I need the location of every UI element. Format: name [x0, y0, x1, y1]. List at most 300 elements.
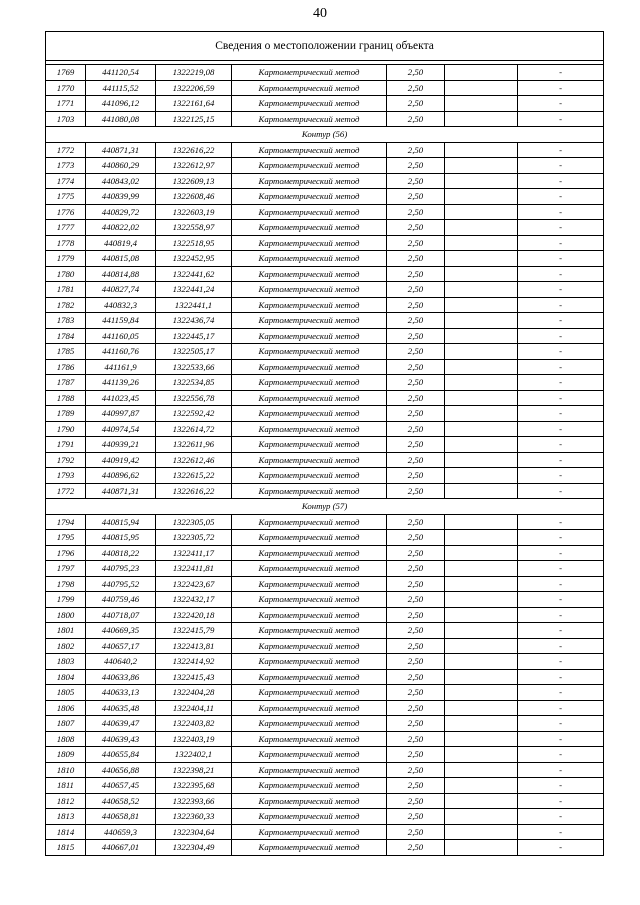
y-coordinate: 1322413,81 — [156, 638, 232, 654]
x-coordinate: 440635,48 — [86, 700, 156, 716]
point-number: 1804 — [46, 669, 86, 685]
empty-cell — [445, 189, 518, 205]
table-row — [46, 747, 604, 763]
table-row — [46, 111, 604, 127]
point-number: 1779 — [46, 251, 86, 267]
empty-cell — [445, 142, 518, 158]
y-coordinate: 1322423,67 — [156, 576, 232, 592]
accuracy: 2,50 — [387, 266, 445, 282]
empty-cell — [445, 421, 518, 437]
description: - — [518, 235, 604, 251]
y-coordinate: 1322611,96 — [156, 437, 232, 453]
y-coordinate: 1322395,68 — [156, 778, 232, 794]
x-coordinate: 440640,2 — [86, 654, 156, 670]
table-row — [46, 468, 604, 484]
empty-cell — [445, 328, 518, 344]
table-row — [46, 716, 604, 732]
accuracy: 2,50 — [387, 80, 445, 96]
x-coordinate: 440815,08 — [86, 251, 156, 267]
point-number: 1773 — [46, 158, 86, 174]
y-coordinate: 1322414,92 — [156, 654, 232, 670]
table-row — [46, 824, 604, 840]
accuracy: 2,50 — [387, 576, 445, 592]
method: Картометрический метод — [232, 158, 387, 174]
table-row — [46, 328, 604, 344]
x-coordinate: 440633,86 — [86, 669, 156, 685]
x-coordinate: 440815,95 — [86, 530, 156, 546]
x-coordinate: 440997,87 — [86, 406, 156, 422]
table-row — [46, 235, 604, 251]
description: - — [518, 762, 604, 778]
y-coordinate: 1322534,85 — [156, 375, 232, 391]
description: - — [518, 390, 604, 406]
point-number: 1812 — [46, 793, 86, 809]
table-row — [46, 158, 604, 174]
point-number: 1785 — [46, 344, 86, 360]
x-coordinate: 440658,81 — [86, 809, 156, 825]
description: - — [518, 545, 604, 561]
description: - — [518, 142, 604, 158]
y-coordinate: 1322360,33 — [156, 809, 232, 825]
x-coordinate: 440795,52 — [86, 576, 156, 592]
x-coordinate: 441115,52 — [86, 80, 156, 96]
method: Картометрический метод — [232, 607, 387, 623]
boundary-coordinates-table — [45, 31, 604, 856]
description: - — [518, 406, 604, 422]
empty-cell — [445, 437, 518, 453]
table-row — [46, 437, 604, 453]
y-coordinate: 1322445,17 — [156, 328, 232, 344]
point-number: 1769 — [46, 65, 86, 81]
x-coordinate: 440669,35 — [86, 623, 156, 639]
x-coordinate: 440659,3 — [86, 824, 156, 840]
accuracy: 2,50 — [387, 189, 445, 205]
point-number: 1778 — [46, 235, 86, 251]
contour-header-row — [46, 127, 604, 143]
description: - — [518, 638, 604, 654]
accuracy: 2,50 — [387, 654, 445, 670]
y-coordinate: 1322441,1 — [156, 297, 232, 313]
accuracy: 2,50 — [387, 778, 445, 794]
contour-label: Контур (56) — [46, 127, 604, 143]
method: Картометрический метод — [232, 514, 387, 530]
point-number: 1781 — [46, 282, 86, 298]
y-coordinate: 1322161,64 — [156, 96, 232, 112]
empty-cell — [445, 638, 518, 654]
x-coordinate: 440658,52 — [86, 793, 156, 809]
method: Картометрический метод — [232, 80, 387, 96]
table-row — [46, 778, 604, 794]
table-row — [46, 189, 604, 205]
method: Картометрический метод — [232, 437, 387, 453]
table-title-row — [46, 32, 604, 61]
method: Картометрический метод — [232, 824, 387, 840]
point-number: 1813 — [46, 809, 86, 825]
x-coordinate: 440639,47 — [86, 716, 156, 732]
empty-cell — [445, 235, 518, 251]
x-coordinate: 440814,88 — [86, 266, 156, 282]
table-row — [46, 840, 604, 856]
x-coordinate: 440832,3 — [86, 297, 156, 313]
accuracy: 2,50 — [387, 483, 445, 499]
y-coordinate: 1322616,22 — [156, 483, 232, 499]
y-coordinate: 1322452,95 — [156, 251, 232, 267]
point-number: 1784 — [46, 328, 86, 344]
empty-cell — [445, 173, 518, 189]
table-body — [46, 32, 604, 856]
description: - — [518, 468, 604, 484]
x-coordinate: 440974,54 — [86, 421, 156, 437]
x-coordinate: 440896,62 — [86, 468, 156, 484]
method: Картометрический метод — [232, 592, 387, 608]
point-number: 1806 — [46, 700, 86, 716]
empty-cell — [445, 747, 518, 763]
empty-cell — [445, 731, 518, 747]
description: - — [518, 297, 604, 313]
description: - — [518, 282, 604, 298]
method: Картометрический метод — [232, 561, 387, 577]
table-row — [46, 80, 604, 96]
point-number: 1810 — [46, 762, 86, 778]
method: Картометрический метод — [232, 359, 387, 375]
point-number: 1798 — [46, 576, 86, 592]
description: - — [518, 65, 604, 81]
point-number: 1703 — [46, 111, 86, 127]
y-coordinate: 1322556,78 — [156, 390, 232, 406]
x-coordinate: 440819,4 — [86, 235, 156, 251]
y-coordinate: 1322603,19 — [156, 204, 232, 220]
x-coordinate: 440656,88 — [86, 762, 156, 778]
table-row — [46, 297, 604, 313]
description: - — [518, 778, 604, 794]
y-coordinate: 1322403,19 — [156, 731, 232, 747]
description: - — [518, 111, 604, 127]
x-coordinate: 441023,45 — [86, 390, 156, 406]
point-number: 1797 — [46, 561, 86, 577]
description: - — [518, 685, 604, 701]
accuracy: 2,50 — [387, 809, 445, 825]
accuracy: 2,50 — [387, 747, 445, 763]
method: Картометрический метод — [232, 530, 387, 546]
description: - — [518, 623, 604, 639]
empty-cell — [445, 716, 518, 732]
x-coordinate: 441159,84 — [86, 313, 156, 329]
table-row — [46, 266, 604, 282]
accuracy: 2,50 — [387, 282, 445, 298]
x-coordinate: 441120,54 — [86, 65, 156, 81]
description: - — [518, 344, 604, 360]
description: - — [518, 747, 604, 763]
description: - — [518, 251, 604, 267]
method: Картометрический метод — [232, 111, 387, 127]
point-number: 1814 — [46, 824, 86, 840]
description: - — [518, 793, 604, 809]
x-coordinate: 440919,42 — [86, 452, 156, 468]
description: - — [518, 530, 604, 546]
empty-cell — [445, 592, 518, 608]
description: - — [518, 266, 604, 282]
y-coordinate: 1322402,1 — [156, 747, 232, 763]
point-number: 1777 — [46, 220, 86, 236]
empty-cell — [445, 359, 518, 375]
y-coordinate: 1322615,22 — [156, 468, 232, 484]
description: - — [518, 731, 604, 747]
point-number: 1774 — [46, 173, 86, 189]
y-coordinate: 1322432,17 — [156, 592, 232, 608]
description: - — [518, 809, 604, 825]
empty-cell — [445, 561, 518, 577]
x-coordinate: 440827,74 — [86, 282, 156, 298]
accuracy: 2,50 — [387, 390, 445, 406]
x-coordinate: 440839,99 — [86, 189, 156, 205]
x-coordinate: 440718,07 — [86, 607, 156, 623]
x-coordinate: 440843,02 — [86, 173, 156, 189]
point-number: 1795 — [46, 530, 86, 546]
point-number: 1791 — [46, 437, 86, 453]
point-number: 1796 — [46, 545, 86, 561]
empty-cell — [445, 111, 518, 127]
method: Картометрический метод — [232, 731, 387, 747]
y-coordinate: 1322608,46 — [156, 189, 232, 205]
empty-cell — [445, 514, 518, 530]
x-coordinate: 441080,08 — [86, 111, 156, 127]
contour-label: Контур (57) — [46, 499, 604, 515]
accuracy: 2,50 — [387, 235, 445, 251]
method: Картометрический метод — [232, 483, 387, 499]
table-row — [46, 762, 604, 778]
table-row — [46, 561, 604, 577]
accuracy: 2,50 — [387, 638, 445, 654]
x-coordinate: 440759,46 — [86, 592, 156, 608]
y-coordinate: 1322305,05 — [156, 514, 232, 530]
point-number: 1811 — [46, 778, 86, 794]
method: Картометрический метод — [232, 297, 387, 313]
table-row — [46, 607, 604, 623]
y-coordinate: 1322393,66 — [156, 793, 232, 809]
method: Картометрический метод — [232, 220, 387, 236]
y-coordinate: 1322436,74 — [156, 313, 232, 329]
method: Картометрический метод — [232, 638, 387, 654]
y-coordinate: 1322125,15 — [156, 111, 232, 127]
description: - — [518, 669, 604, 685]
table-row — [46, 623, 604, 639]
empty-cell — [445, 468, 518, 484]
description: - — [518, 158, 604, 174]
empty-cell — [445, 375, 518, 391]
point-number: 1793 — [46, 468, 86, 484]
x-coordinate: 440871,31 — [86, 142, 156, 158]
y-coordinate: 1322614,72 — [156, 421, 232, 437]
description: - — [518, 716, 604, 732]
description: - — [518, 452, 604, 468]
y-coordinate: 1322411,81 — [156, 561, 232, 577]
accuracy: 2,50 — [387, 561, 445, 577]
table-row — [46, 638, 604, 654]
accuracy: 2,50 — [387, 545, 445, 561]
empty-cell — [445, 545, 518, 561]
point-number: 1770 — [46, 80, 86, 96]
table-row — [46, 344, 604, 360]
y-coordinate: 1322404,28 — [156, 685, 232, 701]
method: Картометрический метод — [232, 173, 387, 189]
point-number: 1802 — [46, 638, 86, 654]
accuracy: 2,50 — [387, 607, 445, 623]
table-row — [46, 592, 604, 608]
empty-cell — [445, 669, 518, 685]
table-row — [46, 282, 604, 298]
accuracy: 2,50 — [387, 375, 445, 391]
description: - — [518, 421, 604, 437]
empty-cell — [445, 266, 518, 282]
point-number: 1799 — [46, 592, 86, 608]
table-row — [46, 390, 604, 406]
empty-cell — [445, 824, 518, 840]
method: Картометрический метод — [232, 793, 387, 809]
y-coordinate: 1322219,08 — [156, 65, 232, 81]
point-number: 1775 — [46, 189, 86, 205]
x-coordinate: 441139,26 — [86, 375, 156, 391]
x-coordinate: 440815,94 — [86, 514, 156, 530]
x-coordinate: 440657,45 — [86, 778, 156, 794]
point-number: 1809 — [46, 747, 86, 763]
method: Картометрический метод — [232, 840, 387, 856]
description: - — [518, 483, 604, 499]
method: Картометрический метод — [232, 251, 387, 267]
accuracy: 2,50 — [387, 65, 445, 81]
description: - — [518, 824, 604, 840]
table-row — [46, 421, 604, 437]
description: - — [518, 592, 604, 608]
point-number: 1792 — [46, 452, 86, 468]
method: Картометрический метод — [232, 762, 387, 778]
point-number: 1794 — [46, 514, 86, 530]
y-coordinate: 1322592,42 — [156, 406, 232, 422]
table-row — [46, 313, 604, 329]
x-coordinate: 441096,12 — [86, 96, 156, 112]
y-coordinate: 1322558,97 — [156, 220, 232, 236]
method: Картометрический метод — [232, 747, 387, 763]
empty-cell — [445, 607, 518, 623]
description: - — [518, 607, 604, 623]
empty-cell — [445, 96, 518, 112]
accuracy: 2,50 — [387, 251, 445, 267]
description: - — [518, 561, 604, 577]
x-coordinate: 440633,13 — [86, 685, 156, 701]
method: Картометрический метод — [232, 669, 387, 685]
description: - — [518, 700, 604, 716]
accuracy: 2,50 — [387, 220, 445, 236]
point-number: 1808 — [46, 731, 86, 747]
table-row — [46, 654, 604, 670]
method: Картометрический метод — [232, 204, 387, 220]
method: Картометрический метод — [232, 778, 387, 794]
accuracy: 2,50 — [387, 297, 445, 313]
accuracy: 2,50 — [387, 700, 445, 716]
accuracy: 2,50 — [387, 204, 445, 220]
empty-cell — [445, 344, 518, 360]
description: - — [518, 80, 604, 96]
x-coordinate: 441160,05 — [86, 328, 156, 344]
point-number: 1800 — [46, 607, 86, 623]
accuracy: 2,50 — [387, 328, 445, 344]
table-row — [46, 669, 604, 685]
x-coordinate: 440795,23 — [86, 561, 156, 577]
method: Картометрический метод — [232, 654, 387, 670]
x-coordinate: 440657,17 — [86, 638, 156, 654]
method: Картометрический метод — [232, 142, 387, 158]
method: Картометрический метод — [232, 328, 387, 344]
table-row — [46, 514, 604, 530]
y-coordinate: 1322612,46 — [156, 452, 232, 468]
y-coordinate: 1322505,17 — [156, 344, 232, 360]
method: Картометрический метод — [232, 716, 387, 732]
x-coordinate: 440860,29 — [86, 158, 156, 174]
description: - — [518, 173, 604, 189]
accuracy: 2,50 — [387, 359, 445, 375]
accuracy: 2,50 — [387, 514, 445, 530]
empty-cell — [445, 406, 518, 422]
point-number: 1772 — [46, 483, 86, 499]
table-row — [46, 359, 604, 375]
point-number: 1788 — [46, 390, 86, 406]
method: Картометрический метод — [232, 313, 387, 329]
table-title: Сведения о местоположении границ объекта — [46, 32, 604, 61]
empty-cell — [445, 204, 518, 220]
accuracy: 2,50 — [387, 158, 445, 174]
description: - — [518, 576, 604, 592]
empty-cell — [445, 158, 518, 174]
point-number: 1780 — [46, 266, 86, 282]
y-coordinate: 1322404,11 — [156, 700, 232, 716]
empty-cell — [445, 220, 518, 236]
description: - — [518, 514, 604, 530]
method: Картометрический метод — [232, 406, 387, 422]
table-row — [46, 700, 604, 716]
method: Картометрический метод — [232, 282, 387, 298]
y-coordinate: 1322441,62 — [156, 266, 232, 282]
description: - — [518, 220, 604, 236]
accuracy: 2,50 — [387, 623, 445, 639]
x-coordinate: 440655,84 — [86, 747, 156, 763]
accuracy: 2,50 — [387, 716, 445, 732]
accuracy: 2,50 — [387, 669, 445, 685]
point-number: 1801 — [46, 623, 86, 639]
method: Картометрический метод — [232, 344, 387, 360]
description: - — [518, 840, 604, 856]
table-row — [46, 685, 604, 701]
empty-cell — [445, 700, 518, 716]
method: Картометрический метод — [232, 235, 387, 251]
empty-cell — [445, 623, 518, 639]
y-coordinate: 1322612,97 — [156, 158, 232, 174]
method: Картометрический метод — [232, 65, 387, 81]
y-coordinate: 1322415,79 — [156, 623, 232, 639]
accuracy: 2,50 — [387, 142, 445, 158]
point-number: 1786 — [46, 359, 86, 375]
point-number: 1803 — [46, 654, 86, 670]
table-row — [46, 793, 604, 809]
method: Картометрический метод — [232, 421, 387, 437]
description: - — [518, 654, 604, 670]
empty-cell — [445, 452, 518, 468]
y-coordinate: 1322403,82 — [156, 716, 232, 732]
empty-cell — [445, 576, 518, 592]
table-row — [46, 483, 604, 499]
accuracy: 2,50 — [387, 731, 445, 747]
point-number: 1771 — [46, 96, 86, 112]
table-row — [46, 96, 604, 112]
accuracy: 2,50 — [387, 96, 445, 112]
